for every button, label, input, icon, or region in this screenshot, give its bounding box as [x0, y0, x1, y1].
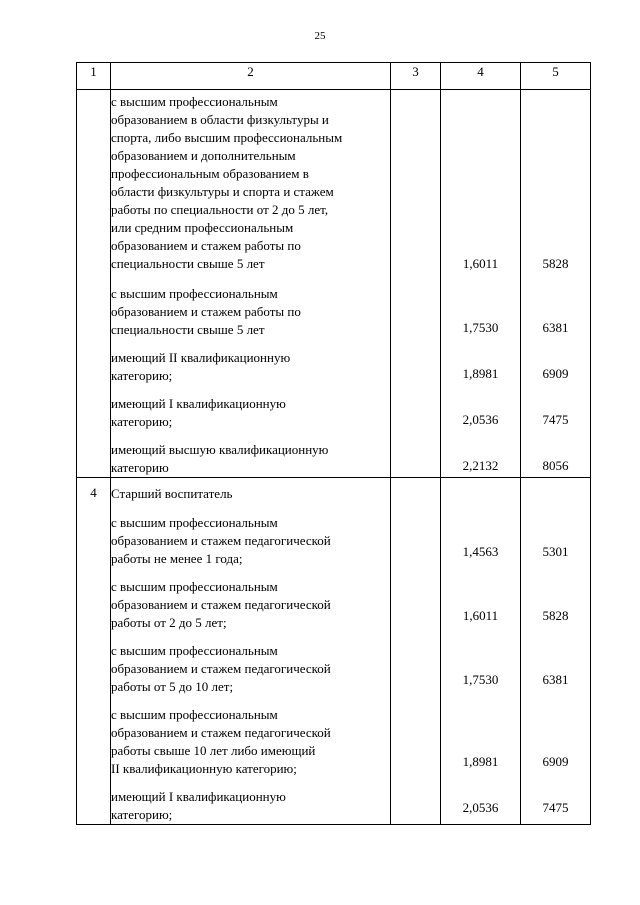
list-item: с высшим профессиональным образованием и стажем педагогической работы от 5 до 10 лет;	[111, 643, 331, 694]
coefficient-value: 1,4563	[462, 544, 499, 559]
header-col-1: 1	[77, 63, 111, 90]
page-number: 25	[314, 30, 326, 42]
empty-cell	[391, 90, 441, 478]
salary-value: 8056	[542, 458, 569, 473]
salary-value: 6381	[542, 672, 569, 687]
list-item: имеющий I квалификационную категорию;	[111, 789, 286, 822]
list-item: с высшим профессиональным образованием и стажем педагогической работы не менее 1 года;	[111, 515, 331, 566]
salary-value: 6909	[542, 366, 569, 381]
coefficient-value: 1,8981	[462, 366, 499, 381]
salary-value: 5828	[542, 608, 569, 623]
salary-table	[76, 62, 591, 825]
row-number: 4	[77, 478, 111, 825]
position-description	[111, 478, 391, 825]
table-row	[77, 90, 591, 478]
salary-cell	[521, 90, 591, 478]
list-item: имеющий II квалификационную категорию;	[111, 350, 291, 383]
table-row	[77, 478, 591, 825]
salary-value: 7475	[542, 800, 569, 815]
list-item: имеющий высшую квалификационную категорию	[111, 442, 329, 475]
header-col-4: 4	[441, 63, 521, 90]
position-description	[111, 90, 391, 478]
salary-value: 5301	[542, 544, 569, 559]
coefficient-value: 1,7530	[462, 320, 499, 335]
salary-value: 6909	[542, 754, 569, 769]
coefficient-value: 2,0536	[462, 800, 499, 815]
list-item: с высшим профессиональным образованием и стажем работы по специальности свыше 5 лет	[111, 286, 301, 337]
list-item: с высшим профессиональным образованием и стажем педагогической работы от 2 до 5 лет;	[111, 579, 331, 630]
coefficient-value: 1,6011	[462, 608, 499, 623]
salary-value: 6381	[542, 320, 569, 335]
coefficient-cell	[441, 478, 521, 825]
header-col-2: 2	[111, 63, 391, 90]
header-col-3: 3	[391, 63, 441, 90]
coefficient-value: 1,8981	[462, 754, 499, 769]
coefficient-cell	[441, 90, 521, 478]
list-item: с высшим профессиональным образованием и стажем педагогической работы свыше 10 лет либо имеющий II квалификационную категорию;	[111, 707, 331, 776]
coefficient-value: 2,2132	[462, 458, 499, 473]
position-title: Старший воспитатель	[111, 486, 233, 501]
salary-value: 7475	[542, 412, 569, 427]
coefficient-value: 2,0536	[462, 412, 499, 427]
coefficient-value: 1,7530	[462, 672, 499, 687]
row-number	[77, 90, 111, 478]
empty-cell	[391, 478, 441, 825]
table-header-row	[77, 63, 591, 90]
header-col-5: 5	[521, 63, 591, 90]
salary-value: 5828	[542, 256, 569, 271]
list-item: имеющий I квалификационную категорию;	[111, 396, 286, 429]
list-item: с высшим профессиональным образованием в области физкультуры и спорта, либо высшим профессиональным образованием и дополнительным профессиональным образованием в области физкультуры и спорта и стажем работы по специальности от 2 до 5 лет, или средним профессиональным образованием и стажем работы по специальности свыше 5 лет	[111, 94, 343, 271]
coefficient-value: 1,6011	[462, 256, 499, 271]
salary-cell	[521, 478, 591, 825]
